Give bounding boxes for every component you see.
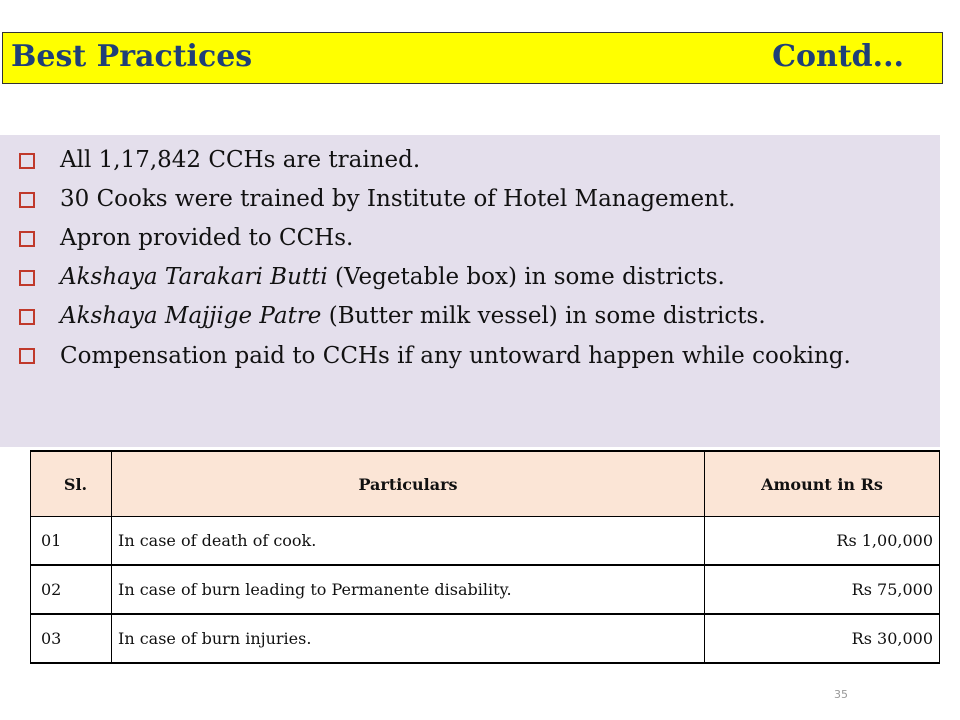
cell-sl: 01 xyxy=(31,517,112,566)
cell-sl: 03 xyxy=(31,614,112,663)
cell-particulars: In case of burn leading to Permanente disability. xyxy=(112,565,705,614)
compensation-table xyxy=(30,450,940,664)
square-bullet-icon xyxy=(19,309,35,325)
cell-amount: Rs 1,00,000 xyxy=(705,517,940,566)
slide-title: Best Practices xyxy=(11,39,253,74)
title-bar xyxy=(2,32,943,84)
square-bullet-icon xyxy=(19,231,35,247)
cell-amount: Rs 30,000 xyxy=(705,614,940,663)
header-amount: Amount in Rs xyxy=(705,451,940,517)
bullet-item xyxy=(16,186,916,213)
table-row xyxy=(31,517,940,566)
bullet-panel xyxy=(0,135,940,447)
cell-amount: Rs 75,000 xyxy=(705,565,940,614)
square-bullet-icon xyxy=(19,348,35,364)
cell-particulars: In case of burn injuries. xyxy=(112,614,705,663)
table-row xyxy=(31,565,940,614)
bullet-item xyxy=(16,147,916,174)
square-bullet-icon xyxy=(19,153,35,169)
slide-title-continued: Contd... xyxy=(772,39,904,74)
bullet-item xyxy=(16,303,916,330)
cell-particulars: In case of death of cook. xyxy=(112,517,705,566)
header-particulars: Particulars xyxy=(112,451,705,517)
bullet-italic-term: Akshaya Majjige Patre xyxy=(60,303,322,329)
header-sl: Sl. xyxy=(31,451,112,517)
table-row xyxy=(31,614,940,663)
bullet-italic-term: Akshaya Tarakari Butti xyxy=(60,264,328,290)
cell-sl: 02 xyxy=(31,565,112,614)
bullet-text: 30 Cooks were trained by Institute of Hotel Management. xyxy=(60,186,736,212)
bullet-text: All 1,17,842 CCHs are trained. xyxy=(60,147,421,173)
bullet-item xyxy=(16,225,916,252)
square-bullet-icon xyxy=(19,192,35,208)
table-header-row xyxy=(31,451,940,517)
square-bullet-icon xyxy=(19,270,35,286)
bullet-text: (Vegetable box) in some districts. xyxy=(327,264,725,290)
bullet-item xyxy=(16,342,916,370)
bullet-text: Apron provided to CCHs. xyxy=(60,225,354,251)
bullet-text: (Butter milk vessel) in some districts. xyxy=(321,303,766,329)
bullet-item xyxy=(16,264,916,291)
page-number: 35 xyxy=(834,688,848,701)
bullet-text: Compensation paid to CCHs if any untoward happen while cooking. xyxy=(60,343,851,369)
bullet-list xyxy=(16,147,916,382)
